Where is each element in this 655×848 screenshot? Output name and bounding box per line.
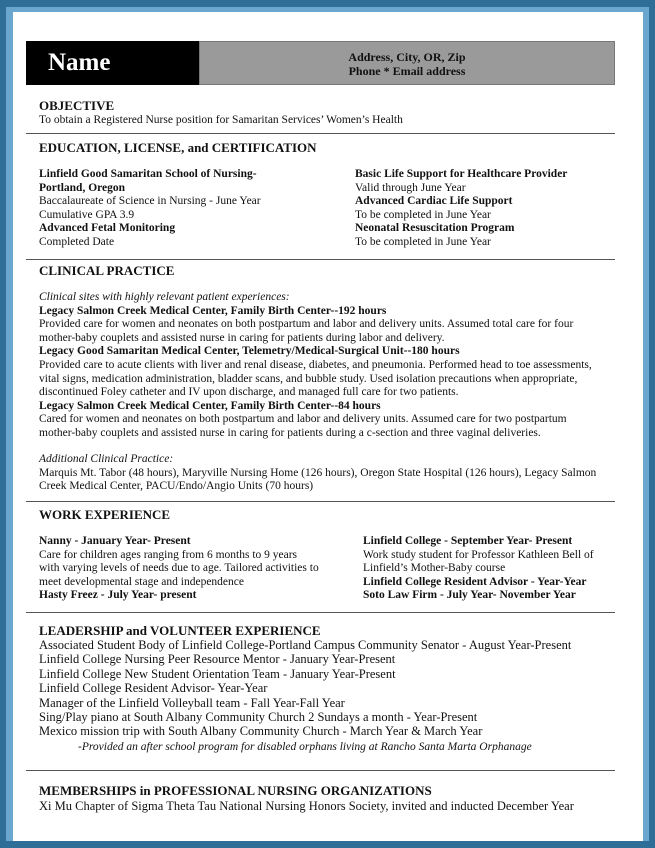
leadership-item: Mexico mission trip with South Albany Community Church - March Year & March Year xyxy=(39,724,483,739)
leadership-item: Manager of the Linfield Volleyball team - Fall Year-Fall Year xyxy=(39,695,345,710)
certification-line: To be completed in June Year xyxy=(355,208,491,221)
work-line: Linfield’s Mother-Baby course xyxy=(363,562,506,575)
certification-line: Basic Life Support for Healthcare Provider xyxy=(355,168,568,180)
section-divider xyxy=(26,770,615,771)
work-left-column xyxy=(39,535,319,603)
education-line: Baccalaureate of Science in Nursing - June Year xyxy=(39,195,261,208)
work-line: with varying levels of needs due to age. Tailored activities to xyxy=(39,562,319,575)
work-right-column xyxy=(363,535,594,603)
education-line: Linfield Good Samaritan School of Nursing- xyxy=(39,168,257,180)
work-heading: WORK EXPERIENCE xyxy=(39,507,171,522)
work-line: Hasty Freez - July Year- present xyxy=(39,589,197,602)
leadership-item: Associated Student Body of Linfield College-Portland Campus Community Senator - August Year-Present xyxy=(39,638,572,652)
education-line: Advanced Fetal Monitoring xyxy=(39,222,176,235)
certification-line: Valid through June Year xyxy=(355,181,466,194)
education-heading: EDUCATION, LICENSE, and CERTIFICATION xyxy=(39,140,317,155)
section-divider xyxy=(26,133,615,134)
leadership-note: -Provided an after school program for disabled orphans living at Rancho Santa Marta Orphanage xyxy=(78,741,532,753)
work-line: meet developmental stage and independence xyxy=(39,575,244,588)
education-left-column xyxy=(39,168,261,250)
education-line: Completed Date xyxy=(39,235,115,248)
contact-box xyxy=(199,41,615,85)
additional-clinical xyxy=(39,453,596,494)
leadership-item: Linfield College New Student Orientation Team - January Year-Present xyxy=(39,666,396,681)
education-right-column xyxy=(355,168,567,250)
work-line: Care for children ages ranging from 6 months to 9 years xyxy=(39,548,298,561)
clinical-text: mother-baby couplets and assisted nurse in caring for patients during labor and delivery. xyxy=(39,331,445,344)
leadership-heading: LEADERSHIP and VOLUNTEER EXPERIENCE xyxy=(39,623,321,638)
memberships-heading: MEMBERSHIPS in PROFESSIONAL NURSING ORGANIZATIONS xyxy=(39,783,432,798)
name-title: Name xyxy=(26,41,199,85)
address-text: Address, City, OR, Zip xyxy=(348,50,466,64)
clinical-text: mother-baby couplets and assisted nurse in caring for patients during a c-section and three vaginal deliveries. xyxy=(39,426,541,439)
clinical-intro: Clinical sites with highly relevant patient experiences: xyxy=(39,291,290,303)
additional-clinical-label: Additional Clinical Practice: xyxy=(39,453,174,465)
objective-text: To obtain a Registered Nurse position for Samaritan Services’ Women’s Health xyxy=(39,114,403,126)
work-line: Linfield College - September Year- Present xyxy=(363,535,573,547)
clinical-text: Provided care to acute clients with liver and renal disease, diabetes, and pneumonia. Performed head to toe assessments, xyxy=(39,358,592,371)
phone-email-text: Phone * Email address xyxy=(348,64,466,78)
clinical-site-title: Legacy Salmon Creek Medical Center, Family Birth Center--84 hours xyxy=(39,399,381,412)
education-line: Portland, Oregon xyxy=(39,181,126,194)
leadership-item: Linfield College Nursing Peer Resource Mentor - January Year-Present xyxy=(39,652,396,667)
clinical-text: Provided care for women and neonates on both postpartum and labor and delivery units. Assumed total care for four xyxy=(39,318,574,331)
section-divider xyxy=(26,612,615,613)
additional-clinical-text: Marquis Mt. Tabor (48 hours), Maryville Nursing Home (126 hours), Oregon State Hospital (126 hours), Legacy Salmon xyxy=(39,466,597,479)
clinical-text: Cared for women and neonates on both postpartum and labor and delivery units. Assumed care for two postpartum xyxy=(39,413,567,426)
objective-heading: OBJECTIVE xyxy=(39,98,115,113)
certification-line: Advanced Cardiac Life Support xyxy=(355,195,513,208)
leadership-item: Sing/Play piano at South Albany Community Church 2 Sundays a month - Year-Present xyxy=(39,710,478,725)
section-divider xyxy=(26,259,615,260)
certification-line: Neonatal Resuscitation Program xyxy=(355,222,515,235)
clinical-text: vital signs, medication administration, bladder scans, and bubble study. Used isolation precautions when appropriate, xyxy=(39,372,578,385)
clinical-site-title: Legacy Salmon Creek Medical Center, Family Birth Center--192 hours xyxy=(39,304,387,317)
clinical-heading: CLINICAL PRACTICE xyxy=(39,263,175,278)
work-line: Nanny - January Year- Present xyxy=(39,535,191,547)
education-line: Cumulative GPA 3.9 xyxy=(39,208,135,221)
leadership-list xyxy=(39,638,571,739)
resume-header xyxy=(26,41,615,85)
additional-clinical-text: Creek Medical Center, PACU/Endo/Angio Units (70 hours) xyxy=(39,480,314,493)
memberships-text: Xi Mu Chapter of Sigma Theta Tau National Nursing Honors Society, invited and inducted December Year xyxy=(39,799,574,813)
leadership-item: Linfield College Resident Advisor- Year-Year xyxy=(39,681,268,696)
work-line: Soto Law Firm - July Year- November Year xyxy=(363,589,576,602)
certification-line: To be completed in June Year xyxy=(355,235,491,248)
clinical-text: discontinued Foley catheter and IV upon discharge, and managed full care for two patients. xyxy=(39,386,459,399)
clinical-site-title: Legacy Good Samaritan Medical Center, Telemetry/Medical-Surgical Unit--180 hours xyxy=(39,345,460,358)
section-divider xyxy=(26,501,615,502)
work-line: Linfield College Resident Advisor - Year-Year xyxy=(363,575,587,588)
clinical-section xyxy=(39,291,592,441)
work-line: Work study student for Professor Kathleen Bell of xyxy=(363,548,594,561)
